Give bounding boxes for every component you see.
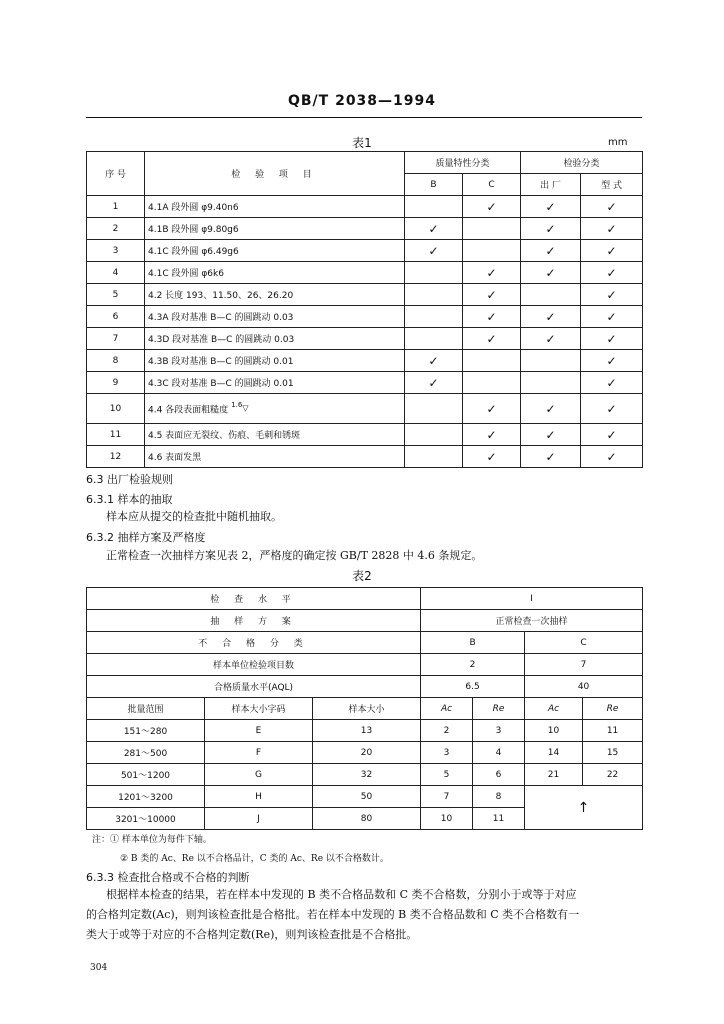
roughness-symbol-icon	[231, 401, 248, 413]
table1-cell-factory-text: ✓	[545, 401, 556, 416]
table1-cell-type-text: ✓	[606, 309, 617, 324]
table1-cell-item-text: 4.3A 段对基准 B—C 的圆跳动 0.03	[148, 313, 294, 323]
table1-cell-no-text: 7	[112, 333, 119, 344]
table2-cell-code: H	[205, 786, 313, 808]
table1-cell-item	[145, 394, 405, 424]
table1-cell-no	[87, 446, 145, 468]
table1-cell-no-text: 5	[112, 289, 119, 300]
table1-cell-factory	[521, 218, 581, 240]
table1-cell-item-text: 4.5 表面应无裂纹、伤痕、毛刺和锈斑	[148, 431, 301, 441]
table2-cell-size: 13	[313, 720, 421, 742]
table1-head-b: B	[405, 174, 463, 196]
table1-cell-factory-text: ✓	[545, 221, 556, 236]
table1-cell-factory-text: ✓	[545, 427, 556, 442]
table1-cell-factory	[521, 446, 581, 468]
table1-cell-c	[463, 262, 521, 284]
table2-aql-c: 40	[525, 676, 643, 698]
table1-row	[87, 240, 643, 262]
table1-cell-no	[87, 372, 145, 394]
table2-cell-batch: 151～280	[87, 720, 205, 742]
table1-cell-item-text: 4.6 表面发黑	[148, 453, 202, 463]
table2-col-size: 样本大小	[313, 698, 421, 720]
section-6-3-3: 6.3.3 检查批合格或不合格的判断	[86, 871, 250, 884]
table2-cell-code: F	[205, 742, 313, 764]
table1-cell-no	[87, 284, 145, 306]
table1-cell-type-text: ✓	[606, 265, 617, 280]
table2-cell-c-re: 15	[583, 742, 643, 764]
table1-cell-type-text: ✓	[606, 331, 617, 346]
para-6-3-2: 正常检查一次抽样方案见表 2，严格度的确定按 GB/T 2828 中 4.6 条规定。	[106, 549, 483, 562]
table2-title: 表2	[352, 569, 372, 583]
table1-cell-factory-text: ✓	[545, 449, 556, 464]
table2-cell-c-ac: 10	[525, 720, 583, 742]
table1-cell-item-text: 4.1A 段外圆 φ9.40n6	[148, 203, 239, 213]
table1-cell-item	[145, 372, 405, 394]
table1-cell-type	[581, 240, 643, 262]
table1-cell-type	[581, 262, 643, 284]
table1-cell-no	[87, 424, 145, 446]
note-2: ② B 类的 Ac、Re 以不合格品计，C 类的 Ac、Re 以不合格数计。	[120, 854, 389, 864]
table2-row	[87, 786, 643, 808]
table1-cell-type-text: ✓	[606, 287, 617, 302]
table1-cell-c	[463, 240, 521, 262]
table1-cell-factory	[521, 372, 581, 394]
table1-cell-b	[405, 350, 463, 372]
table2-items-b: 2	[421, 654, 525, 676]
table2-cell-c-re: 11	[583, 720, 643, 742]
table2-cell-c-arrow	[525, 786, 643, 830]
table1-cell-type	[581, 424, 643, 446]
table2-cell-b-re: 4	[473, 742, 525, 764]
table2-aql-b: 6.5	[421, 676, 525, 698]
table1-cell-no-text: 8	[112, 355, 119, 366]
table1-cell-no	[87, 306, 145, 328]
table1-cell-c-text: ✓	[486, 427, 497, 442]
table1-cell-b-text: ✓	[428, 375, 439, 390]
table1-title: 表1	[352, 136, 372, 150]
table1-cell-c	[463, 284, 521, 306]
roughness-triangle-icon: ▽	[242, 403, 249, 413]
table1-cell-b-text: ✓	[428, 353, 439, 368]
para-6-3-3-line1: 根据样本检查的结果，若在样本中发现的 B 类不合格品数和 C 类不合格数，分别小于或等于对应	[106, 888, 577, 901]
table2-cell-b-ac: 7	[421, 786, 473, 808]
table1-cell-no	[87, 394, 145, 424]
table1-row	[87, 218, 643, 240]
table1-cell-no	[87, 196, 145, 218]
table1-row	[87, 328, 643, 350]
table1-cell-type	[581, 394, 643, 424]
table2-cell-code: G	[205, 764, 313, 786]
table2-cell-c-ac: 21	[525, 764, 583, 786]
table1-cell-item-text: 4.4 各段表面粗糙度	[148, 405, 229, 416]
table1-row	[87, 394, 643, 424]
table1-cell-c	[463, 328, 521, 350]
table1-cell-no	[87, 350, 145, 372]
table2-cell-size: 20	[313, 742, 421, 764]
table1-cell-item-text: 4.1C 段外圆 φ6.49g6	[148, 247, 239, 257]
table1-cell-item-text: 4.3B 段对基准 B—C 的圆跳动 0.01	[148, 357, 294, 367]
table1-cell-c	[463, 350, 521, 372]
table1-cell-type-text: ✓	[606, 449, 617, 464]
table1-cell-item	[145, 218, 405, 240]
table2-row	[87, 720, 643, 742]
standard-code: QB/T 2038—1994	[287, 93, 437, 109]
table1-cell-item	[145, 424, 405, 446]
table1-cell-b	[405, 306, 463, 328]
table1-cell-factory	[521, 350, 581, 372]
table1-cell-b	[405, 218, 463, 240]
table1-cell-c-text: ✓	[486, 265, 497, 280]
table1-cell-item-text: 4.3D 段对基准 B—C 的圆跳动 0.03	[148, 335, 295, 345]
table1-cell-no-text: 6	[112, 311, 119, 322]
table1-cell-c-text: ✓	[486, 449, 497, 464]
table1-cell-c-text: ✓	[486, 199, 497, 214]
table1-cell-b	[405, 284, 463, 306]
table1-cell-c-text: ✓	[486, 331, 497, 346]
table1-cell-item	[145, 306, 405, 328]
table1-cell-item	[145, 446, 405, 468]
table1-cell-item	[145, 262, 405, 284]
table1-cell-factory	[521, 196, 581, 218]
table1-unit: mm	[608, 137, 628, 148]
table1-cell-type-text: ✓	[606, 221, 617, 236]
table2-cell-batch: 281～500	[87, 742, 205, 764]
table1-cell-type-text: ✓	[606, 401, 617, 416]
table1-head-quality: 质量特性分类	[405, 152, 521, 174]
table1-cell-c-text: ✓	[486, 287, 497, 302]
table1-cell-factory	[521, 424, 581, 446]
table2-col-b-ac: Ac	[421, 698, 473, 720]
table2-items-c: 7	[525, 654, 643, 676]
para-6-3-1: 样本应从提交的检查批中随机抽取。	[106, 510, 282, 523]
table1-cell-no-text: 11	[109, 429, 122, 440]
table1-cell-factory	[521, 240, 581, 262]
table1-head-type: 型 式	[581, 174, 643, 196]
table2-row	[87, 742, 643, 764]
table1-cell-type	[581, 446, 643, 468]
section-6-3-2: 6.3.2 抽样方案及严格度	[86, 531, 206, 544]
table1-cell-type-text: ✓	[606, 243, 617, 258]
table1-cell-item-text: 4.2 长度 193、11.50、26、26.20	[148, 291, 294, 301]
table1-cell-c-text: ✓	[486, 401, 497, 416]
table1-row	[87, 372, 643, 394]
table2-cell-code: E	[205, 720, 313, 742]
table2-col-b-re: Re	[473, 698, 525, 720]
table2-cell-b-ac: 10	[421, 808, 473, 830]
table1-head-no: 序 号	[87, 152, 145, 196]
table1-cell-type	[581, 218, 643, 240]
table1-cell-factory-text: ✓	[545, 331, 556, 346]
table1-cell-c	[463, 196, 521, 218]
arrow-up-icon: ↑	[577, 799, 590, 816]
table2-class-c: C	[525, 632, 643, 654]
table1-cell-no	[87, 262, 145, 284]
table2-cell-c-ac: 14	[525, 742, 583, 764]
table1-row	[87, 446, 643, 468]
table1-cell-c	[463, 394, 521, 424]
table2-cell-c-re: 22	[583, 764, 643, 786]
table1-cell-no	[87, 328, 145, 350]
table1-cell-type	[581, 306, 643, 328]
table2-scheme-value: 正常检查一次抽样	[421, 610, 643, 632]
table1-cell-factory	[521, 328, 581, 350]
roughness-value: 1.6	[231, 401, 243, 410]
table1-cell-c	[463, 306, 521, 328]
header-rule	[86, 117, 642, 118]
table2-cell-b-ac: 2	[421, 720, 473, 742]
table1-cell-type	[581, 284, 643, 306]
table2-cell-batch: 1201～3200	[87, 786, 205, 808]
table1-cell-item-text: 4.3C 段对基准 B—C 的圆跳动 0.01	[148, 379, 294, 389]
table1-cell-no-text: 1	[112, 201, 119, 212]
table1-row	[87, 262, 643, 284]
table1-cell-no	[87, 240, 145, 262]
table1-cell-factory-text: ✓	[545, 309, 556, 324]
table1-cell-type-text: ✓	[606, 375, 617, 390]
note-1: 注：① 样本单位为每件下轴。	[92, 835, 212, 845]
table2-cell-b-re: 3	[473, 720, 525, 742]
table1-cell-no-text: 10	[109, 403, 122, 414]
table2-cell-batch: 501～1200	[87, 764, 205, 786]
table1-cell-b	[405, 196, 463, 218]
para-6-3-3-line3: 类大于或等于对应的不合格判定数(Re)，则判该检查批是不合格批。	[86, 928, 418, 941]
table2-cell-size: 80	[313, 808, 421, 830]
table1-cell-c	[463, 446, 521, 468]
table1-cell-item-text: 4.1B 段外圆 φ9.80g6	[148, 225, 239, 235]
table1-cell-b	[405, 240, 463, 262]
table1-cell-c	[463, 372, 521, 394]
table2-level-value: I	[421, 588, 643, 610]
table2-col-batch: 批量范围	[87, 698, 205, 720]
table1-head-inspect: 检验分类	[521, 152, 643, 174]
table2-items-label: 样本单位检验项目数	[87, 654, 421, 676]
page-number: 304	[90, 963, 108, 973]
table2-cell-batch: 3201～10000	[87, 808, 205, 830]
section-6-3: 6.3 出厂检验规则	[86, 473, 173, 486]
table1-cell-no-text: 3	[112, 245, 119, 256]
table1-cell-c	[463, 218, 521, 240]
table2-cell-b-ac: 5	[421, 764, 473, 786]
table1-cell-no-text: 12	[109, 451, 122, 462]
table1-cell-b	[405, 424, 463, 446]
table1-cell-b-text: ✓	[428, 243, 439, 258]
table1-cell-item-text: 4.1C 段外圆 φ6k6	[148, 269, 224, 279]
table2-col-code: 样本大小字码	[205, 698, 313, 720]
table2-row	[87, 764, 643, 786]
para-6-3-3-line2: 的合格判定数(Ac)，则判该检查批是合格批。若在样本中发现的 B 类不合格品数和 C 类不合格数有一	[86, 908, 580, 921]
table2-cell-b-re: 11	[473, 808, 525, 830]
table2-col-c-ac: Ac	[525, 698, 583, 720]
table1-row	[87, 284, 643, 306]
table1-cell-type-text: ✓	[606, 353, 617, 368]
table1-cell-type	[581, 196, 643, 218]
table1-cell-factory	[521, 306, 581, 328]
table1-cell-item	[145, 328, 405, 350]
table1-head-item: 检 验 项 目	[145, 152, 405, 196]
table1-cell-c	[463, 424, 521, 446]
table1-cell-factory	[521, 262, 581, 284]
table2-cell-code: J	[205, 808, 313, 830]
table1-cell-item	[145, 350, 405, 372]
table2-class-b: B	[421, 632, 525, 654]
section-6-3-1: 6.3.1 样本的抽取	[86, 493, 173, 506]
table1-cell-type	[581, 328, 643, 350]
table1-cell-item	[145, 284, 405, 306]
table1-row	[87, 306, 643, 328]
table1-cell-item	[145, 240, 405, 262]
table1-cell-item	[145, 196, 405, 218]
table1-cell-type-text: ✓	[606, 199, 617, 214]
table2-level-label: 检 查 水 平	[87, 588, 421, 610]
table2-class-label: 不 合 格 分 类	[87, 632, 421, 654]
table2-cell-b-re: 6	[473, 764, 525, 786]
table1-cell-b	[405, 328, 463, 350]
table1-cell-type	[581, 372, 643, 394]
table2-cell-b-re: 8	[473, 786, 525, 808]
table1-cell-factory-text: ✓	[545, 265, 556, 280]
table2-col-c-re: Re	[583, 698, 643, 720]
table1-cell-b	[405, 446, 463, 468]
table1-cell-b-text: ✓	[428, 221, 439, 236]
table1-cell-factory	[521, 394, 581, 424]
table1	[86, 151, 643, 468]
table1-cell-factory-text: ✓	[545, 243, 556, 258]
table2-aql-label: 合格质量水平(AQL)	[87, 676, 421, 698]
table1-cell-factory	[521, 284, 581, 306]
table2-scheme-label: 抽 样 方 案	[87, 610, 421, 632]
table1-cell-no-text: 4	[112, 267, 119, 278]
table1-head-c: C	[463, 174, 521, 196]
table1-cell-c-text: ✓	[486, 309, 497, 324]
table1-cell-no	[87, 218, 145, 240]
table1-cell-type	[581, 350, 643, 372]
table1-row	[87, 350, 643, 372]
table1-head-factory: 出 厂	[521, 174, 581, 196]
table2-cell-size: 32	[313, 764, 421, 786]
table1-cell-factory-text: ✓	[545, 199, 556, 214]
table1-row	[87, 424, 643, 446]
table1-cell-b	[405, 394, 463, 424]
table2-cell-b-ac: 3	[421, 742, 473, 764]
table1-cell-no-text: 2	[112, 223, 119, 234]
table2	[86, 587, 643, 830]
table1-cell-type-text: ✓	[606, 427, 617, 442]
table1-cell-b	[405, 372, 463, 394]
table1-row	[87, 196, 643, 218]
table1-cell-b	[405, 262, 463, 284]
table2-cell-size: 50	[313, 786, 421, 808]
table1-cell-no-text: 9	[112, 377, 119, 388]
